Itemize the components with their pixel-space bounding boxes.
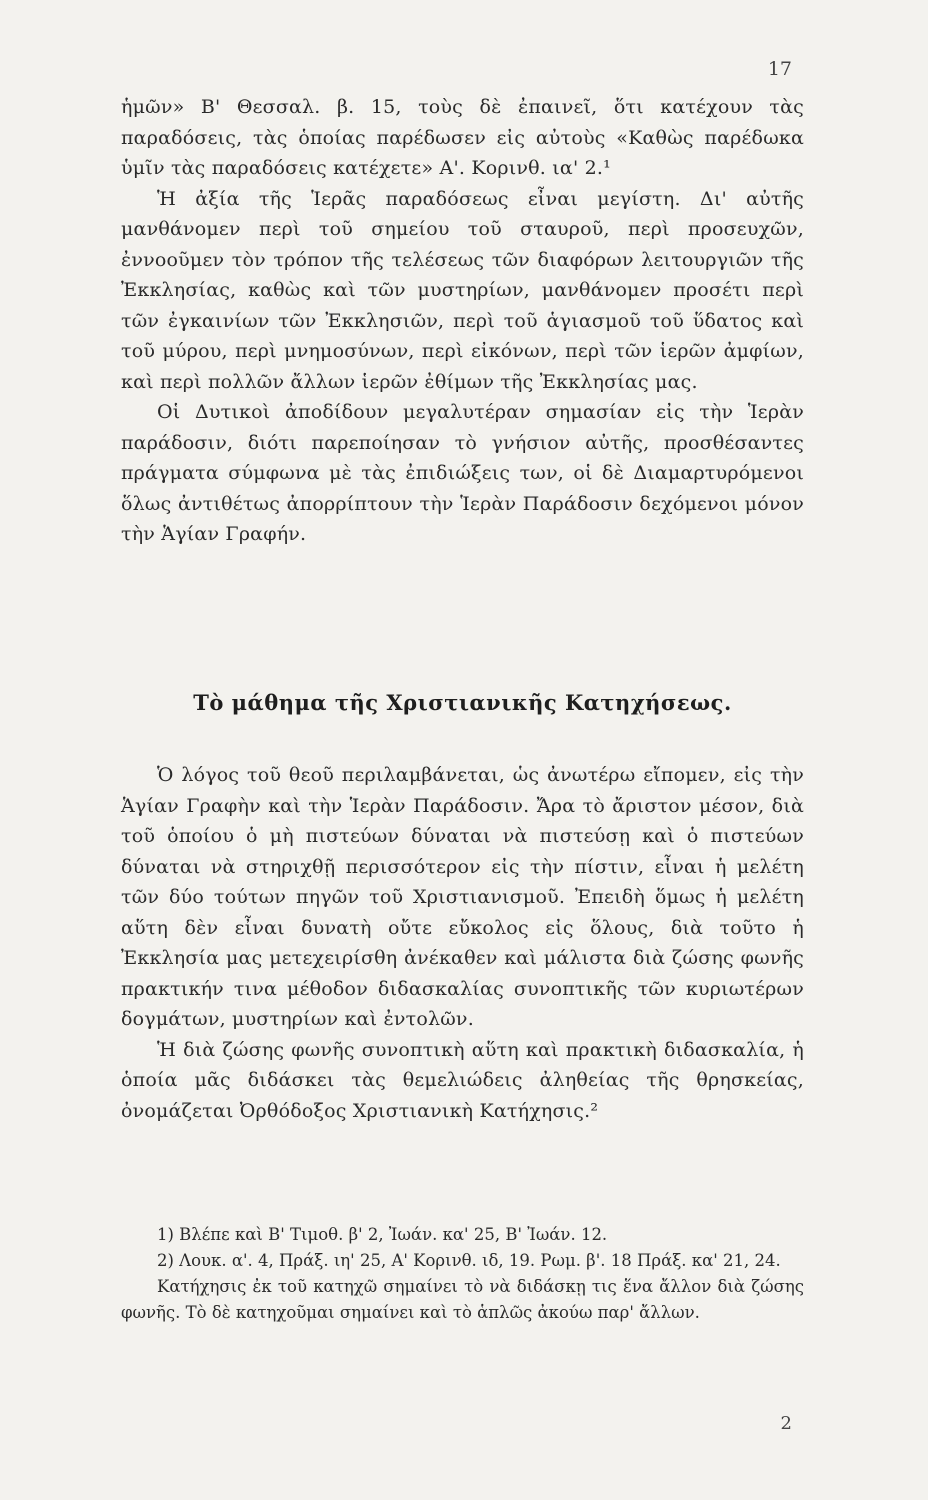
footnote: Κατήχησις ἐκ τοῦ κατηχῶ σημαίνει τὸ νὰ διδάσκῃ τις ἕνα ἄλλον διὰ ζώσης φωνῆς. Τὸ δὲ κατηχοῦμαι σημαίνει καὶ τὸ ἁπλῶς ἀκούω παρ' ἄλλων.	[121, 1277, 804, 1322]
footnote: 1) Βλέπε καὶ Β' Τιμοθ. β' 2, Ἰωάν. κα' 25, Β' Ἰωάν. 12.	[157, 1225, 608, 1244]
paragraph: ἡμῶν» Β' Θεσσαλ. β. 15, τοὺς δὲ ἐπαινεῖ, ὅτι κατέχουν τὰς παραδόσεις, τὰς ὁποίας παρέδωσεν εἰς αὐτοὺς «Καθὼς παρέδωκα ὑμῖν τὰς παραδόσεις κατέχετε» Α'. Κορινθ. ια' 2.¹	[121, 96, 804, 179]
paragraph: Ἡ ἀξία τῆς Ἱερᾶς παραδόσεως εἶναι μεγίστη. Δι' αὐτῆς μανθάνομεν περὶ τοῦ σημείου τοῦ σταυροῦ, περὶ προσευχῶν, ἐννοοῦμεν τὸν τρόπον τῆς τελέσεως τῶν διαφόρων λειτουργιῶν τῆς Ἐκκλησίας, καθὼς καὶ τῶν μυστηρίων, μανθάνομεν προσέτι περὶ τῶν ἐγκαινίων τῶν Ἐκκλησιῶν, περὶ τοῦ ἁγιασμοῦ τοῦ ὕδατος καὶ τοῦ μύρου, περὶ μνημοσύνων, περὶ εἰκόνων, περὶ τῶν ἱερῶν ἀμφίων, καὶ περὶ πολλῶν ἄλλων ἱερῶν ἐθίμων τῆς Ἐκκλησίας μας.	[121, 187, 804, 393]
section-heading: Τὸ μάθημα τῆς Χριστιανικῆς Κατηχήσεως.	[193, 690, 732, 715]
paragraph: Οἱ Δυτικοὶ ἀποδίδουν μεγαλυτέραν σημασίαν εἰς τὴν Ἱερὰν παράδοσιν, διότι παρεποίησαν τὸ γνήσιον αὐτῆς, προσθέσαντες πράγματα σύμφωνα μὲ τὰς ἐπιδιώξεις των, οἱ δὲ Διαμαρτυρόμενοι ὅλως ἀντιθέτως ἀπορρίπτουν τὴν Ἱερὰν Παράδοσιν δεχόμενοι μόνον τὴν Ἁγίαν Γραφήν.	[121, 401, 804, 545]
footnote: 2) Λουκ. α'. 4, Πράξ. ιη' 25, Α' Κορινθ. ιδ, 19. Ρωμ. β'. 18 Πράξ. κα' 21, 24.	[157, 1251, 781, 1270]
page-number: 17	[767, 58, 792, 80]
top-body-text	[121, 92, 804, 550]
paragraph: Ὁ λόγος τοῦ θεοῦ περιλαμβάνεται, ὡς ἀνωτέρω εἴπομεν, εἰς τὴν Ἁγίαν Γραφὴν καὶ τὴν Ἱερὰν Παράδοσιν. Ἄρα τὸ ἄριστον μέσον, διὰ τοῦ ὁποίου ὁ μὴ πιστεύων δύναται νὰ πιστεύσῃ καὶ ὁ πιστεύων δύναται νὰ στηριχθῇ περισσότερον εἰς τὴν πίστιν, εἶναι ἡ μελέτη τῶν δύο τούτων πηγῶν τοῦ Χριστιανισμοῦ. Ἐπειδὴ ὅμως ἡ μελέτη αὕτη δὲν εἶναι δυνατὴ οὔτε εὔκολος εἰς ὅλους, διὰ τοῦτο ἡ Ἐκκλησία μας μετεχειρίσθη ἀνέκαθεν καὶ μάλιστα διὰ ζώσης φωνῆς πρακτικήν τινα μέθοδον διδασκαλίας συνοπτικῆς τῶν κυριωτέρων δογμάτων, μυστηρίων καὶ ἐντολῶν.	[121, 764, 804, 1030]
signature-mark: 2	[780, 1413, 792, 1434]
bottom-body-text	[121, 760, 804, 1126]
paragraph: Ἡ διὰ ζώσης φωνῆς συνοπτικὴ αὕτη καὶ πρακτικὴ διδασκαλία, ἡ ὁποία μᾶς διδάσκει τὰς θεμελιώδεις ἀληθείας τῆς θρησκείας, ὀνομάζεται Ὀρθόδοξος Χριστιανικὴ Κατήχησις.²	[121, 1038, 804, 1122]
footnotes	[121, 1222, 804, 1326]
